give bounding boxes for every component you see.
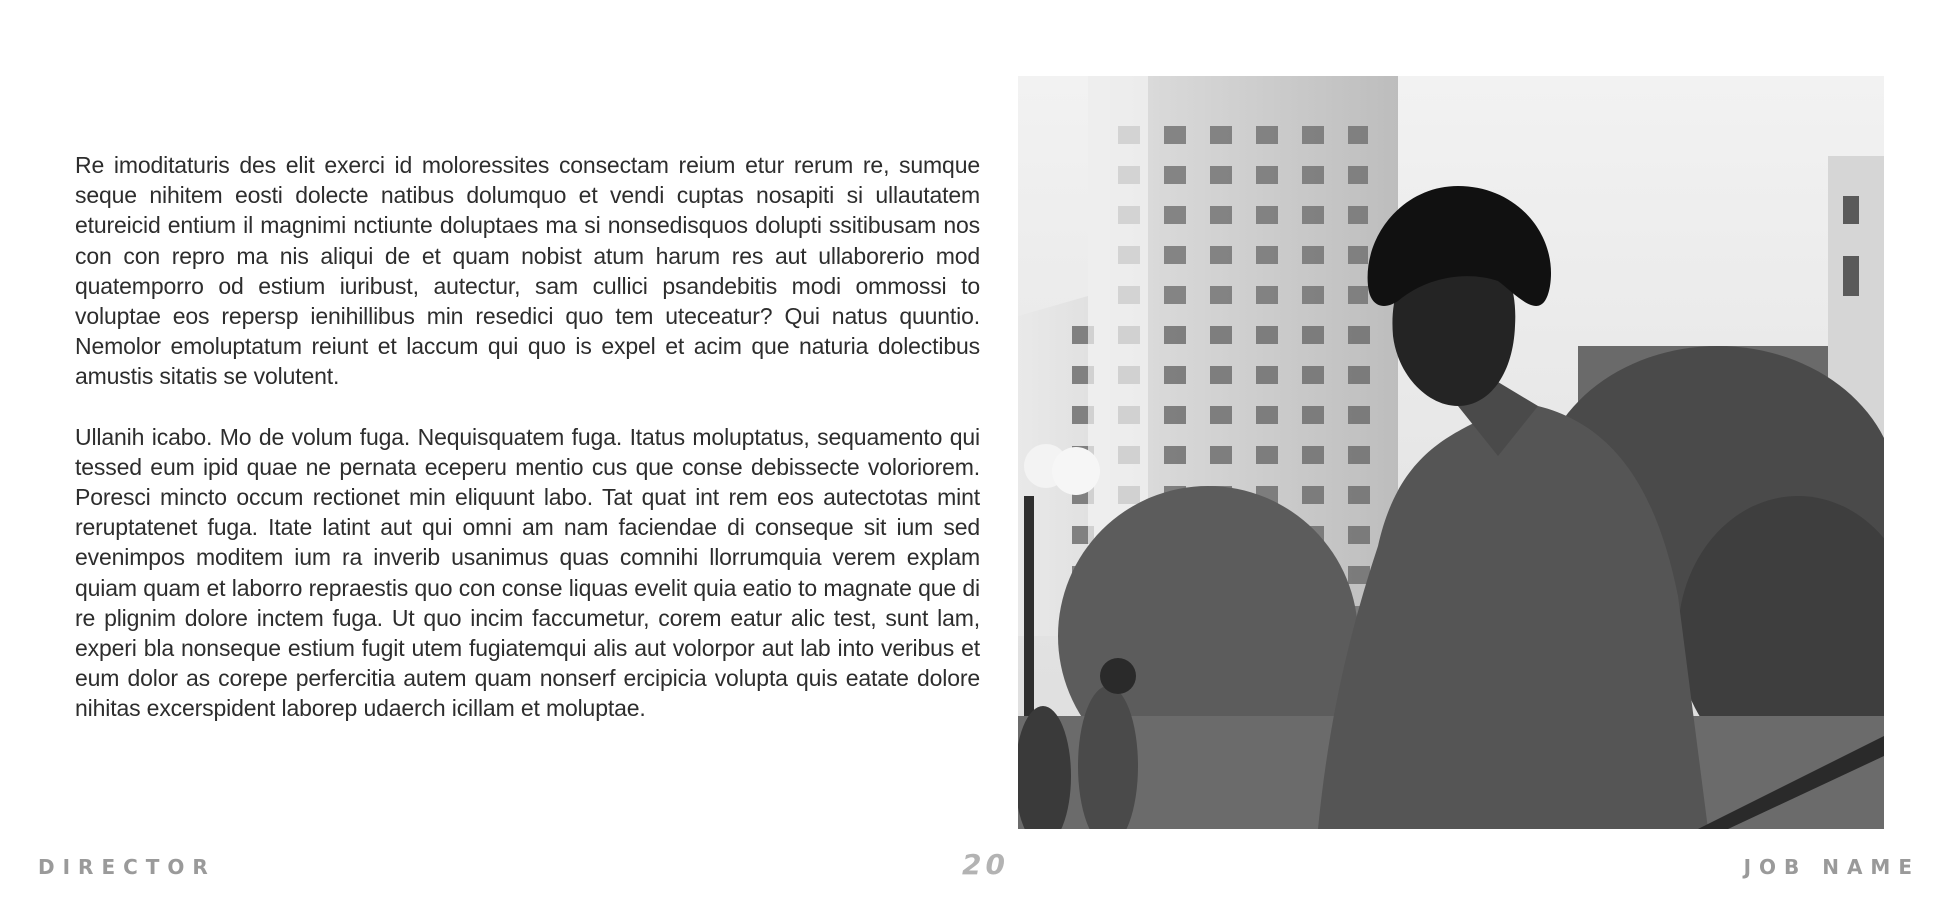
body-paragraph-1: Re imoditaturis des elit exerci id moloressites consectam reium etur rerum re, sumque seque nihitem eosti dolecte natibus dolumquo et vendi cuptas nosapiti si ullautatem etureicid entium il magnimi nctiunte doluptaes ma si nonsedisquos dolupti ssitibusam nos con con repro ma nis aliqui de et quam nobist atum harum res aut ullaborerio mod quatemporro od estium iuribust, autectur, sam cullici psandebitis modi ommossi to voluptae eos repersp ienihillibus min resedici quo tem uteceatur? Qui natus quuntio. Nemolor emoluptatum reiunt et laccum qui quo is expel et acim que naturia dolectibus amustis sitatis se volutent. (75, 152, 980, 390)
photo-illustration (1018, 76, 1884, 829)
footer-director-label: DIRECTOR (38, 855, 216, 879)
body-paragraph-2: Ullanih icabo. Mo de volum fuga. Nequisquatem fuga. Itatus moluptatus, sequamento qui tessed eum ipid quae ne pernata eceperu mentio cus que conse debissecte voloriorem. Poresci mincto occum rectionet min eliquunt labo. Tat quat int rem eos autectotas mint reruptatenet fuga. Itate latint aut qui omni am nam faciendae di conseque sit ium sed evenimpos moditem ium ra inverib usanimus quas comnihi llorrumquia verem explam quiam quam et laborro repraestis quo con conse liquas evelit quia eatio to magnate que di re plignim dolore inctem fuga. Ut quo incim faccumetur, corem eatur alic test, sunt lam, experi bla nonseque estium fugit utem fugiatemqui alis aut volorpor aut lab into veribus et eum dolor as corepe perfercitia autem quam nonserf ercipicia volupta quis eatate dolore nihitas excerspident laborep udaerch icillam et moluptae. (75, 423, 980, 722)
footer-job-name-label: JOB NAME (1743, 855, 1920, 879)
portrait-photo (1018, 76, 1884, 829)
body-text (75, 150, 980, 754)
page-number: 20 (962, 848, 1009, 881)
